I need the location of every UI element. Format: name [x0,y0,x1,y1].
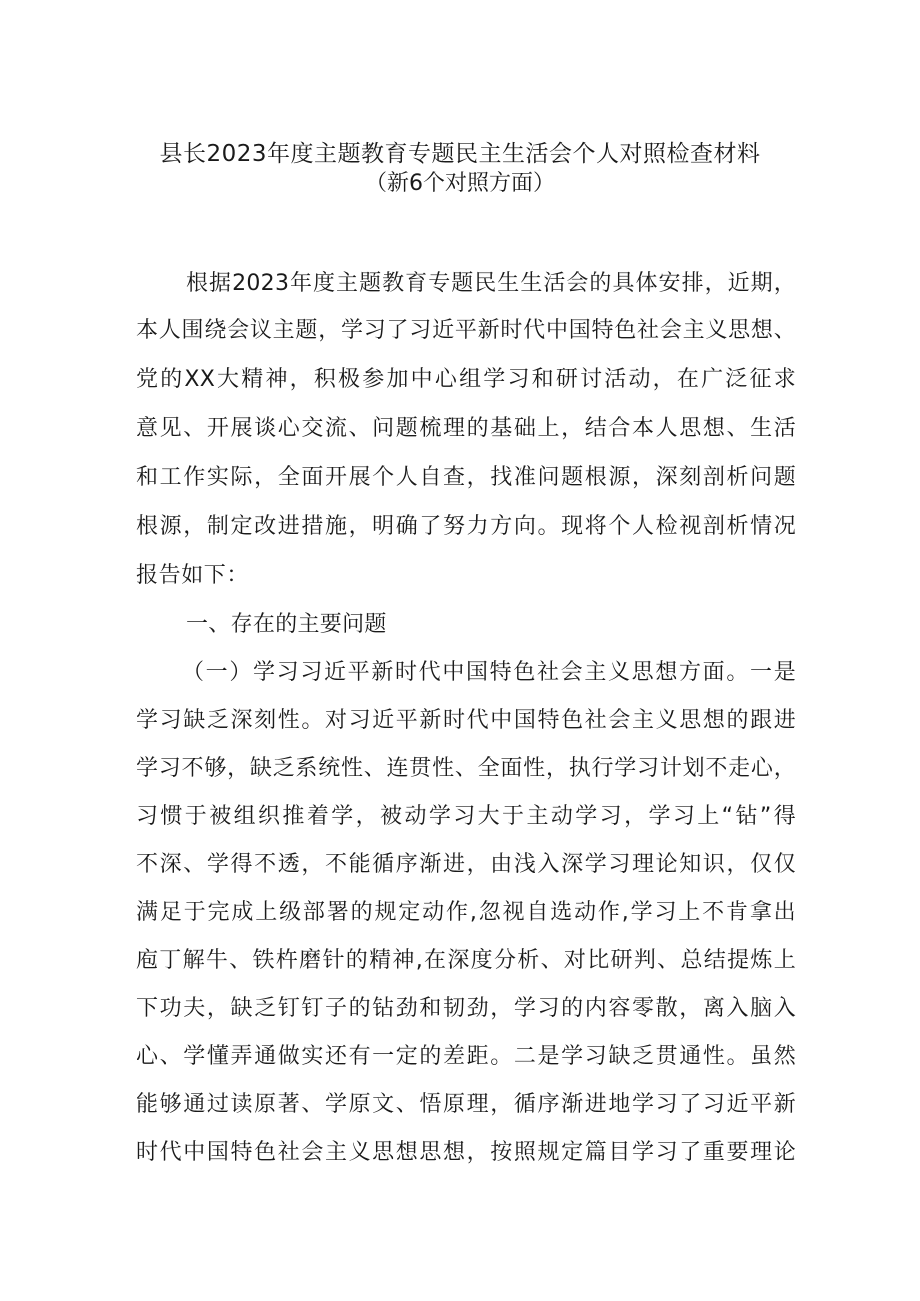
section-line: 学习缺乏深刻性。对习近平新时代中国特色社会主义思想的跟进 [136,708,796,733]
section-heading: 一、存在的主要问题 [186,612,387,637]
section-line: 能够通过读原著、学原文、悟原理，循序渐进地学习了习近平新 [136,1092,796,1117]
section-line: 心、学懂弄通做实还有一定的差距。二是学习缺乏贯通性。虽然 [136,1044,796,1069]
intro-line: 党的XX大精神，积极参加中心组学习和研讨活动，在广泛征求 [136,367,796,392]
section-line: 满足于完成上级部署的规定动作,忽视自选动作,学习上不肯拿出 [136,900,796,925]
intro-line: 意见、开展谈心交流、问题梳理的基础上，结合本人思想、生活 [136,416,796,441]
intro-line: 根源，制定改进措施，明确了努力方向。现将个人检视剖析情况 [136,514,796,539]
intro-line: 报告如下： [136,563,250,588]
section-line: 时代中国特色社会主义思想思想，按照规定篇目学习了重要理论 [136,1140,796,1165]
section-line: （一）学习习近平新时代中国特色社会主义思想方面。一是 [182,660,796,685]
section-line: 习惯于被组织推着学，被动学习大于主动学习，学习上“钻”得 [136,804,796,829]
intro-line: 和工作实际，全面开展个人自查，找准问题根源，深刻剖析问题 [136,465,796,490]
document-subtitle: （新6个对照方面） [365,171,555,196]
intro-line: 本人围绕会议主题，学习了习近平新时代中国特色社会主义思想、 [136,318,796,343]
section-line: 下功夫，缺乏钉钉子的钻劲和韧劲，学习的内容零散，离入脑入 [136,996,796,1021]
section-line: 不深、学得不透，不能循序渐进，由浅入深学习理论知识，仅仅 [136,852,796,877]
section-line: 庖丁解牛、铁杵磨针的精神,在深度分析、对比研判、总结提炼上 [136,948,796,973]
section-line: 学习不够，缺乏系统性、连贯性、全面性，执行学习计划不走心， [136,756,796,781]
intro-line: 根据2023年度主题教育专题民生生活会的具体安排，近期， [186,271,796,296]
document-title: 县长2023年度主题教育专题民主生活会个人对照检查材料 [159,141,761,167]
